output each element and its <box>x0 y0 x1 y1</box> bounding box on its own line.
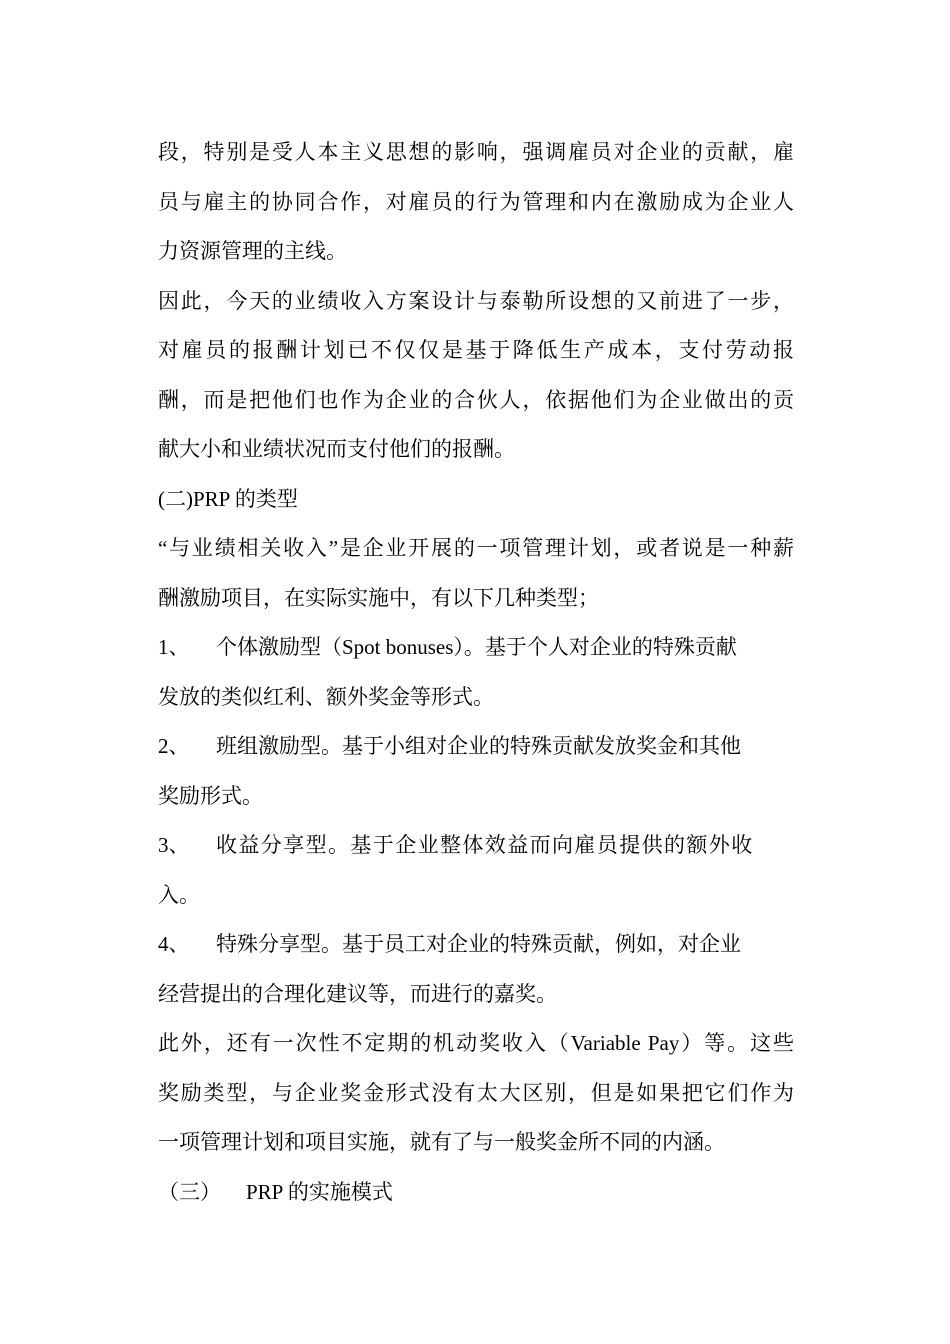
paragraph <box>158 128 794 277</box>
text-line: 因此，今天的业绩收入方案设计与泰勒所设想的又前进了一步， <box>158 288 794 313</box>
list-item-number: 3、 <box>158 833 190 857</box>
list-item-continuation: 奖励形式。 <box>158 783 263 808</box>
list-item <box>158 623 794 722</box>
list-item <box>158 722 794 821</box>
list-item-number: 4、 <box>158 932 190 956</box>
list-item-line <box>158 920 794 970</box>
list-item-number: 2、 <box>158 734 190 758</box>
text-line: 员与雇主的协同合作，对雇员的行为管理和内在激励成为企业人 <box>158 189 794 214</box>
list-item-continuation: 经营提出的合理化建议等，而进行的嘉奖。 <box>158 981 557 1006</box>
paragraph <box>158 524 794 623</box>
list-item-text: 班组激励型。基于小组对企业的特殊贡献发放奖金和其他 <box>216 734 741 758</box>
list-item <box>158 920 794 1019</box>
text-line: 酬，而是把他们也作为企业的合伙人，依据他们为企业做出的贡 <box>158 387 794 412</box>
list-item-text: 收益分享型。基于企业整体效益而向雇员提供的额外收 <box>216 833 754 857</box>
list-item-text: 个体激励型（Spot bonuses）。基于个人对企业的特殊贡献 <box>216 635 737 659</box>
list-item-line <box>158 821 794 871</box>
list <box>158 623 794 1019</box>
paragraph <box>158 277 794 475</box>
text-line: 力资源管理的主线。 <box>158 239 347 263</box>
text-line: 奖励类型，与企业奖金形式没有太大区别，但是如果把它们作为 <box>158 1080 794 1105</box>
section-heading <box>158 1168 794 1218</box>
text-line: 酬激励项目，在实际实施中，有以下几种类型； <box>158 585 599 610</box>
section-heading: (二)PRP 的类型 <box>158 486 298 511</box>
list-item <box>158 821 794 920</box>
section-heading-title: PRP 的实施模式 <box>246 1179 393 1204</box>
section-heading-number: （三） <box>158 1179 221 1204</box>
text-line: 段，特别是受人本主义思想的影响，强调雇员对企业的贡献，雇 <box>158 140 794 164</box>
text-line: 献大小和业绩状况而支付他们的报酬。 <box>158 437 515 461</box>
text-line: 此外，还有一次性不定期的机动奖收入（Variable Pay）等。这些 <box>158 1031 794 1055</box>
paragraph <box>158 1019 794 1168</box>
list-item-number: 1、 <box>158 635 190 659</box>
text-line: 对雇员的报酬计划已不仅仅是基于降低生产成本，支付劳动报 <box>158 338 794 362</box>
list-item-continuation: 发放的类似红利、额外奖金等形式。 <box>158 684 494 709</box>
list-item-text: 特殊分享型。基于员工对企业的特殊贡献，例如，对企业 <box>216 932 741 956</box>
list-item-continuation: 入。 <box>158 882 200 907</box>
list-item-line <box>158 623 794 673</box>
document-page <box>158 128 794 1217</box>
text-line: “与业绩相关收入”是企业开展的一项管理计划，或者说是一种薪 <box>158 536 794 560</box>
text-line: 一项管理计划和项目实施，就有了与一般奖金所不同的内涵。 <box>158 1130 725 1154</box>
list-item-line <box>158 722 794 772</box>
